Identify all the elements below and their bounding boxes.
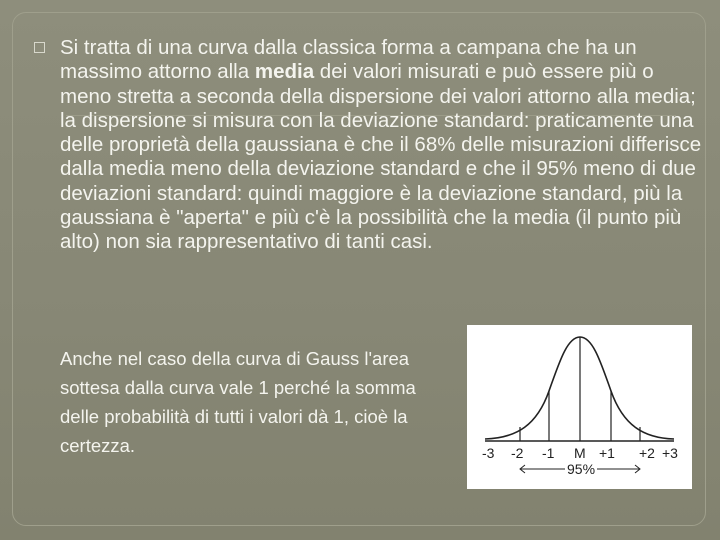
paragraph1-text-end: dei valori misurati e può essere più o meno stretta a seconda della dispersione dei valori attorno alla media; la dispersione si misura con la deviazione standard: praticamente una delle proprietà della gaussiana è che il 68% delle misurazioni differisce dalla media meno della deviazione standard e che il 95% meno di due deviazioni standard: quindi maggiore è la deviazione standard, più la gaussiana è "aperta" e più c'è la possibilità che la media (il punto più alto) non sia rappresentativo di tanti casi. bbox=[60, 60, 702, 254]
tick-label-minus3: -3 bbox=[482, 445, 495, 461]
paragraph1-bold-word: media bbox=[254, 60, 315, 84]
paragraph-gaussian-description bbox=[60, 36, 710, 255]
gaussian-curve-figure bbox=[467, 325, 692, 489]
tick-label-mean: M bbox=[574, 445, 586, 461]
tick-label-minus2: -2 bbox=[511, 445, 524, 461]
tick-label-plus1: +1 bbox=[599, 445, 615, 461]
paragraph-area-under-curve: Anche nel caso della curva di Gauss l'area sottesa dalla curva vale 1 perché la somma delle probabilità di tutti i valori dà 1, cioè la certezza. bbox=[60, 348, 416, 456]
bullet-icon bbox=[34, 42, 45, 53]
tick-label-plus2: +2 bbox=[639, 445, 655, 461]
tick-label-minus1: -1 bbox=[542, 445, 555, 461]
range-label: 95% bbox=[567, 461, 596, 477]
tick-label-plus3: +3 bbox=[662, 445, 678, 461]
gaussian-curve-svg bbox=[467, 325, 692, 489]
paragraph1-text-start: Si tratta di una curva dalla classica forma a campana che ha un massimo attorno alla bbox=[60, 36, 637, 84]
